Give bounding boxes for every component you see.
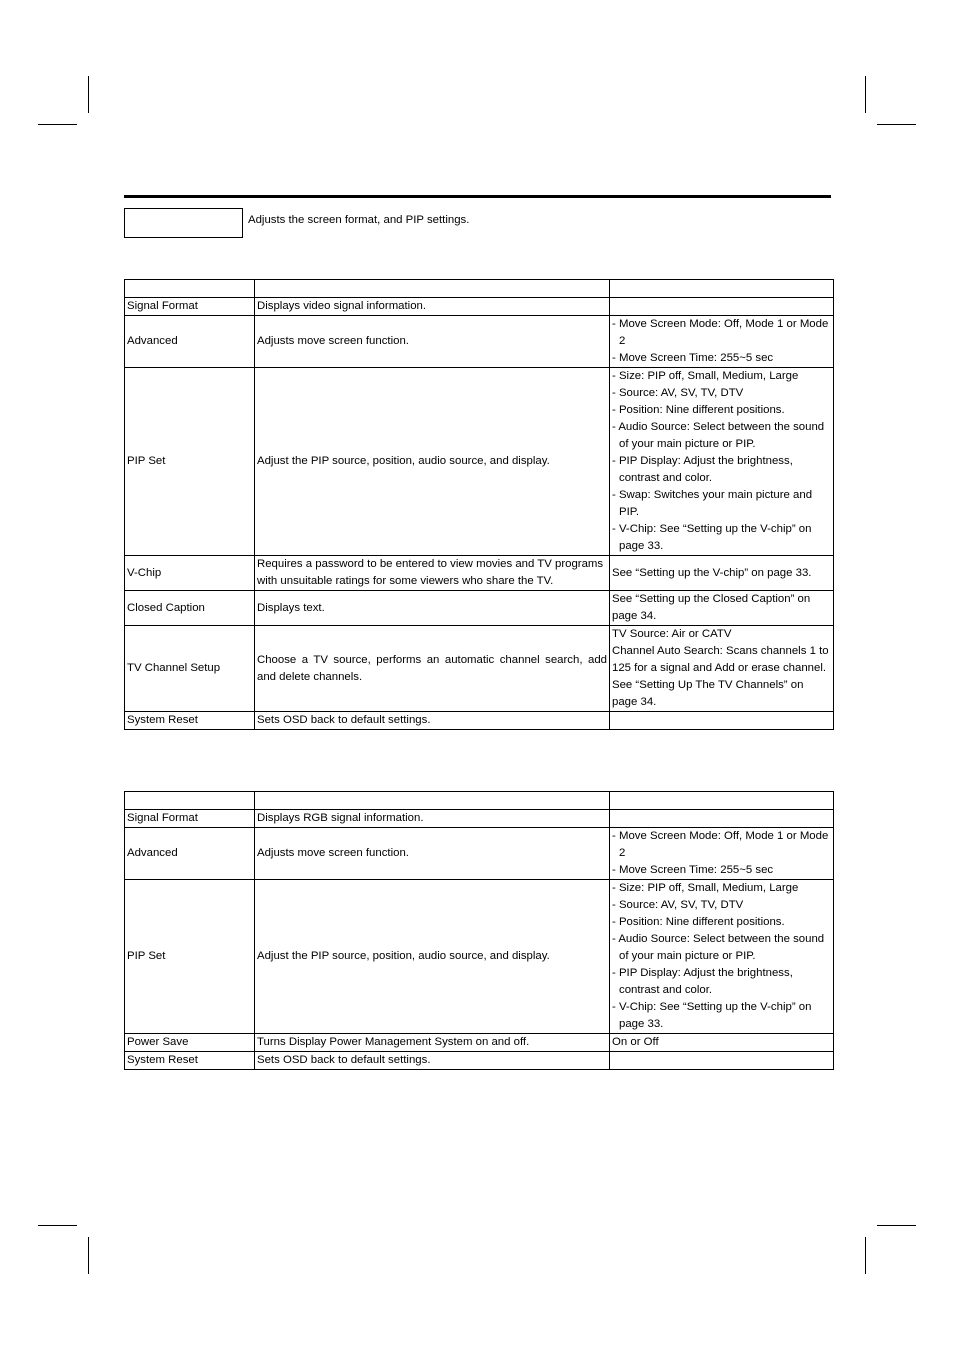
row-item: Advanced [125, 316, 255, 368]
row-options [610, 368, 834, 556]
row-item: V-Chip [125, 556, 255, 591]
option-line: - Move Screen Time: 255~5 sec [612, 864, 774, 876]
option-line: - PIP Display: Adjust the brightness, contrast and color. [612, 455, 793, 484]
option-line: TV Source: Air or CATV [612, 628, 732, 640]
crop-mark [88, 1237, 89, 1274]
option-line: - Size: PIP off, Small, Medium, Large [612, 882, 799, 894]
table-row [125, 712, 834, 730]
row-options [610, 880, 834, 1034]
table-row [125, 298, 834, 316]
row-options: See “Setting up the Closed Caption” on page 34. [610, 591, 834, 626]
crop-mark [865, 1237, 866, 1274]
option-line: - V-Chip: See “Setting up the V-chip” on page 33. [612, 523, 812, 552]
row-options [610, 626, 834, 712]
crop-mark [877, 1225, 916, 1226]
table-row [125, 626, 834, 712]
row-options [610, 316, 834, 368]
row-item: Signal Format [125, 810, 255, 828]
row-description: Adjusts move screen function. [255, 828, 610, 880]
section-rule [124, 195, 831, 198]
row-item: Power Save [125, 1034, 255, 1052]
table-row [125, 556, 834, 591]
row-options [610, 810, 834, 828]
table-row [125, 810, 834, 828]
row-item: Advanced [125, 828, 255, 880]
row-description: Adjust the PIP source, position, audio source, and display. [255, 368, 610, 556]
table-header-row [125, 792, 834, 810]
option-line: - V-Chip: See “Setting up the V-chip” on page 33. [612, 1001, 812, 1030]
row-options [610, 828, 834, 880]
row-item: System Reset [125, 1052, 255, 1070]
row-options [610, 1052, 834, 1070]
row-description: Choose a TV source, performs an automatic channel search, add and delete channels. [255, 626, 610, 712]
table-header-row [125, 280, 834, 298]
section-intro: Adjusts the screen format, and PIP settings. [248, 214, 470, 226]
row-item: PIP Set [125, 880, 255, 1034]
row-description: Sets OSD back to default settings. [255, 712, 610, 730]
row-options: On or Off [610, 1034, 834, 1052]
row-description: Displays video signal information. [255, 298, 610, 316]
row-description: Displays RGB signal information. [255, 810, 610, 828]
row-item: TV Channel Setup [125, 626, 255, 712]
crop-mark [877, 124, 916, 125]
crop-mark [88, 76, 89, 113]
row-description: Turns Display Power Management System on and off. [255, 1034, 610, 1052]
option-line: - Position: Nine different positions. [612, 404, 785, 416]
option-line: - Audio Source: Select between the sound of your main picture or PIP. [612, 421, 825, 450]
option-line: - Size: PIP off, Small, Medium, Large [612, 370, 799, 382]
table-row [125, 880, 834, 1034]
row-item: System Reset [125, 712, 255, 730]
row-item: PIP Set [125, 368, 255, 556]
option-line: - Audio Source: Select between the sound of your main picture or PIP. [612, 933, 825, 962]
row-options: See “Setting up the V-chip” on page 33. [610, 556, 834, 591]
option-line: - PIP Display: Adjust the brightness, contrast and color. [612, 967, 793, 996]
option-line: Channel Auto Search: Scans channels 1 to 125 for a signal and Add or erase channel. See “Setting Up The TV Channels” on page 34. [612, 645, 829, 708]
option-line: - Move Screen Mode: Off, Mode 1 or Mode 2 [612, 318, 829, 347]
row-description: Displays text. [255, 591, 610, 626]
row-description: Sets OSD back to default settings. [255, 1052, 610, 1070]
crop-mark [38, 124, 77, 125]
table-row [125, 316, 834, 368]
osd-table-2 [124, 791, 834, 1070]
option-line: - Move Screen Mode: Off, Mode 1 or Mode 2 [612, 830, 829, 859]
table-row [125, 591, 834, 626]
row-options [610, 712, 834, 730]
osd-table-1 [124, 279, 834, 730]
table-row [125, 828, 834, 880]
crop-mark [865, 76, 866, 113]
option-line: - Position: Nine different positions. [612, 916, 785, 928]
row-item: Signal Format [125, 298, 255, 316]
table-row [125, 368, 834, 556]
row-description: Requires a password to be entered to view movies and TV programs with unsuitable ratings for some viewers who share the TV. [255, 556, 610, 591]
option-line: - Swap: Switches your main picture and PIP. [612, 489, 813, 518]
row-description: Adjust the PIP source, position, audio source, and display. [255, 880, 610, 1034]
row-item: Closed Caption [125, 591, 255, 626]
option-line: - Source: AV, SV, TV, DTV [612, 387, 744, 399]
section-label-box [124, 208, 243, 238]
row-description: Adjusts move screen function. [255, 316, 610, 368]
table-row [125, 1034, 834, 1052]
option-line: - Source: AV, SV, TV, DTV [612, 899, 744, 911]
crop-mark [38, 1225, 77, 1226]
row-options [610, 298, 834, 316]
table-row [125, 1052, 834, 1070]
option-line: - Move Screen Time: 255~5 sec [612, 352, 774, 364]
